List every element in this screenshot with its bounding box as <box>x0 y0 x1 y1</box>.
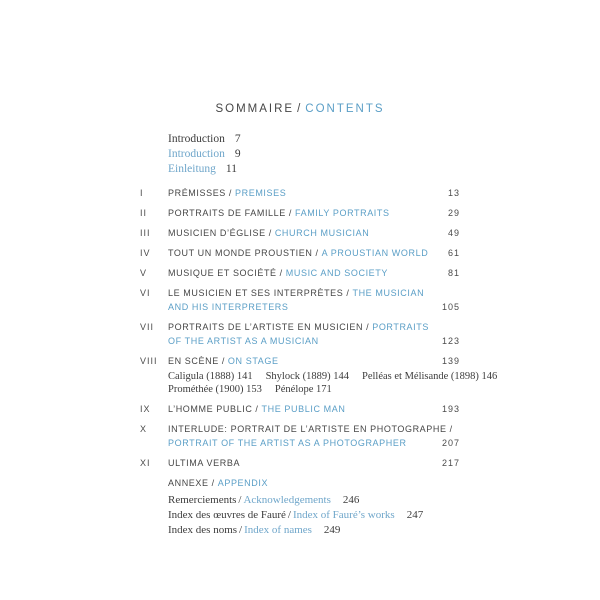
page-number: 139 <box>441 356 460 366</box>
appendix-item <box>168 523 460 538</box>
toc-entry-3 <box>140 226 460 240</box>
chapter-title <box>168 226 424 240</box>
chapter-numeral: V <box>140 268 148 278</box>
page-number: 81 <box>447 268 460 278</box>
chapter-title <box>168 286 424 314</box>
appendix-label-french: Index des œuvres de Fauré <box>168 509 286 521</box>
page-number: 246 <box>342 494 360 506</box>
appendix-heading-english: APPENDIX <box>217 478 269 488</box>
chapter-title <box>168 320 429 348</box>
page-number: 193 <box>441 404 460 414</box>
chapter-title-english-line2: OF THE ARTIST AS A MUSICIAN <box>168 336 319 346</box>
slash: / <box>346 288 350 298</box>
page-title-english: CONTENTS <box>305 103 385 115</box>
toc-entry-9 <box>140 402 460 416</box>
slash: / <box>268 228 272 238</box>
chapter-title <box>168 402 424 416</box>
chapter-title-french: ULTIMA VERBA <box>168 458 241 468</box>
chapter-numeral: VII <box>140 322 155 332</box>
chapter-numeral: X <box>140 424 148 434</box>
chapter-title <box>168 206 424 220</box>
chapter-title <box>168 246 429 260</box>
intro-item-de <box>168 162 460 177</box>
chapter-title <box>168 456 424 470</box>
chapter-title-french: MUSIQUE ET SOCIÉTÉ <box>168 268 277 278</box>
work-entry: Pelléas et Mélisande (1898) 146 <box>362 371 498 382</box>
appendix-heading-french: ANNEXE <box>168 478 209 488</box>
chapter-title <box>168 186 424 200</box>
sub-entry-line <box>168 370 498 383</box>
work-entry: Prométhée (1900) 153 <box>168 384 262 395</box>
toc-entry-11 <box>140 456 460 470</box>
slash: / <box>315 248 319 258</box>
chapter-numeral: I <box>140 188 144 198</box>
chapter-title-french: PORTRAITS DE FAMILLE <box>168 208 286 218</box>
chapter-numeral: IX <box>140 404 151 414</box>
page-number: 61 <box>447 248 460 258</box>
chapter-title-french: PORTRAITS DE L’ARTISTE EN MUSICIEN <box>168 322 364 332</box>
chapter-title-english: FAMILY PORTRAITS <box>294 208 390 218</box>
slash: / <box>239 524 243 536</box>
slash: / <box>449 424 453 434</box>
sub-entry-line <box>168 383 460 396</box>
intro-label: Einleitung <box>168 163 216 175</box>
slash: / <box>279 268 283 278</box>
chapter-numeral: III <box>140 228 151 238</box>
chapter-title-english: ON STAGE <box>227 356 279 366</box>
page-number: 123 <box>441 336 460 346</box>
toc-entry-2 <box>140 206 460 220</box>
work-entry: Pénélope 171 <box>274 384 332 395</box>
chapter-numeral: II <box>140 208 148 218</box>
chapter-title-french: L’HOMME PUBLIC <box>168 404 253 414</box>
appendix-label-english: Index of names <box>244 524 312 536</box>
slash: / <box>288 208 292 218</box>
chapter-title-english: PREMISES <box>235 188 287 198</box>
slash: / <box>238 494 242 506</box>
intro-label: Introduction <box>168 148 225 160</box>
page-title-french: SOMMAIRE <box>215 103 295 115</box>
intro-list <box>168 132 460 177</box>
slash: / <box>366 322 370 332</box>
intro-item-fr <box>168 132 460 147</box>
chapter-title-french: MUSICIEN D’ÉGLISE <box>168 228 266 238</box>
page-number: 9 <box>234 148 241 160</box>
toc-content <box>140 103 498 538</box>
appendix-label-english: Index of Fauré’s works <box>292 509 395 521</box>
chapter-numeral: IV <box>140 248 151 258</box>
page-number: 7 <box>234 133 241 145</box>
chapter-title-english-line2: PORTRAIT OF THE ARTIST AS A PHOTOGRAPHER <box>168 438 407 448</box>
toc-entry-7 <box>140 320 460 348</box>
chapter-title-english: A PROUSTIAN WORLD <box>321 248 429 258</box>
page-number: 29 <box>447 208 460 218</box>
slash: / <box>255 404 259 414</box>
toc-entry-6 <box>140 286 460 314</box>
chapter-sub-entries <box>168 370 498 396</box>
chapter-title <box>168 354 424 368</box>
chapter-title-english: MUSIC AND SOCIETY <box>285 268 388 278</box>
page-number: 105 <box>441 302 460 312</box>
toc-entry-4 <box>140 246 460 260</box>
chapter-title-french: EN SCÈNE <box>168 356 219 366</box>
chapter-title-english: PORTRAITS <box>372 322 429 332</box>
toc-entry-1 <box>140 186 460 200</box>
chapter-title-english: THE PUBLIC MAN <box>261 404 346 414</box>
chapter-title-french: TOUT UN MONDE PROUSTIEN <box>168 248 313 258</box>
intro-item-en <box>168 147 460 162</box>
appendix-item <box>168 508 460 523</box>
slash: / <box>287 509 291 521</box>
appendix-list <box>168 493 460 538</box>
page-number: 13 <box>447 188 460 198</box>
toc-entry-10 <box>140 422 460 450</box>
appendix-item <box>168 493 460 508</box>
chapter-list <box>140 186 498 470</box>
title-slash: / <box>297 103 303 115</box>
page-number: 207 <box>441 438 460 448</box>
intro-label: Introduction <box>168 133 225 145</box>
page-number: 11 <box>225 163 237 175</box>
work-entry: Shylock (1889) 144 <box>265 371 349 382</box>
page-title <box>140 103 460 115</box>
chapter-title-french: INTERLUDE: PORTRAIT DE L’ARTISTE EN PHOTOGRAPHE <box>168 424 447 434</box>
chapter-numeral: VIII <box>140 356 158 366</box>
chapter-title-french: PRÉMISSES <box>168 188 226 198</box>
chapter-numeral: VI <box>140 288 151 298</box>
work-entry: Caligula (1888) 141 <box>168 371 253 382</box>
page-number: 249 <box>323 524 341 536</box>
page-number: 217 <box>441 458 460 468</box>
chapter-numeral: XI <box>140 458 151 468</box>
slash: / <box>221 356 225 366</box>
chapter-title-french: LE MUSICIEN ET SES INTERPRÈTES <box>168 288 344 298</box>
page-number: 247 <box>406 509 424 521</box>
slash: / <box>211 478 215 488</box>
appendix-label-english: Acknowledgements <box>243 494 331 506</box>
slash: / <box>228 188 233 198</box>
toc-entry-8 <box>140 354 498 396</box>
chapter-title-english-line2: AND HIS INTERPRETERS <box>168 302 289 312</box>
appendix-heading <box>168 476 460 490</box>
page-number: 49 <box>447 228 460 238</box>
chapter-title-english: CHURCH MUSICIAN <box>274 228 370 238</box>
chapter-title <box>168 266 424 280</box>
appendix-label-french: Index des noms <box>168 524 238 536</box>
toc-entry-5 <box>140 266 460 280</box>
appendix-label-french: Remerciements <box>168 494 237 506</box>
chapter-title-english: THE MUSICIAN <box>352 288 425 298</box>
